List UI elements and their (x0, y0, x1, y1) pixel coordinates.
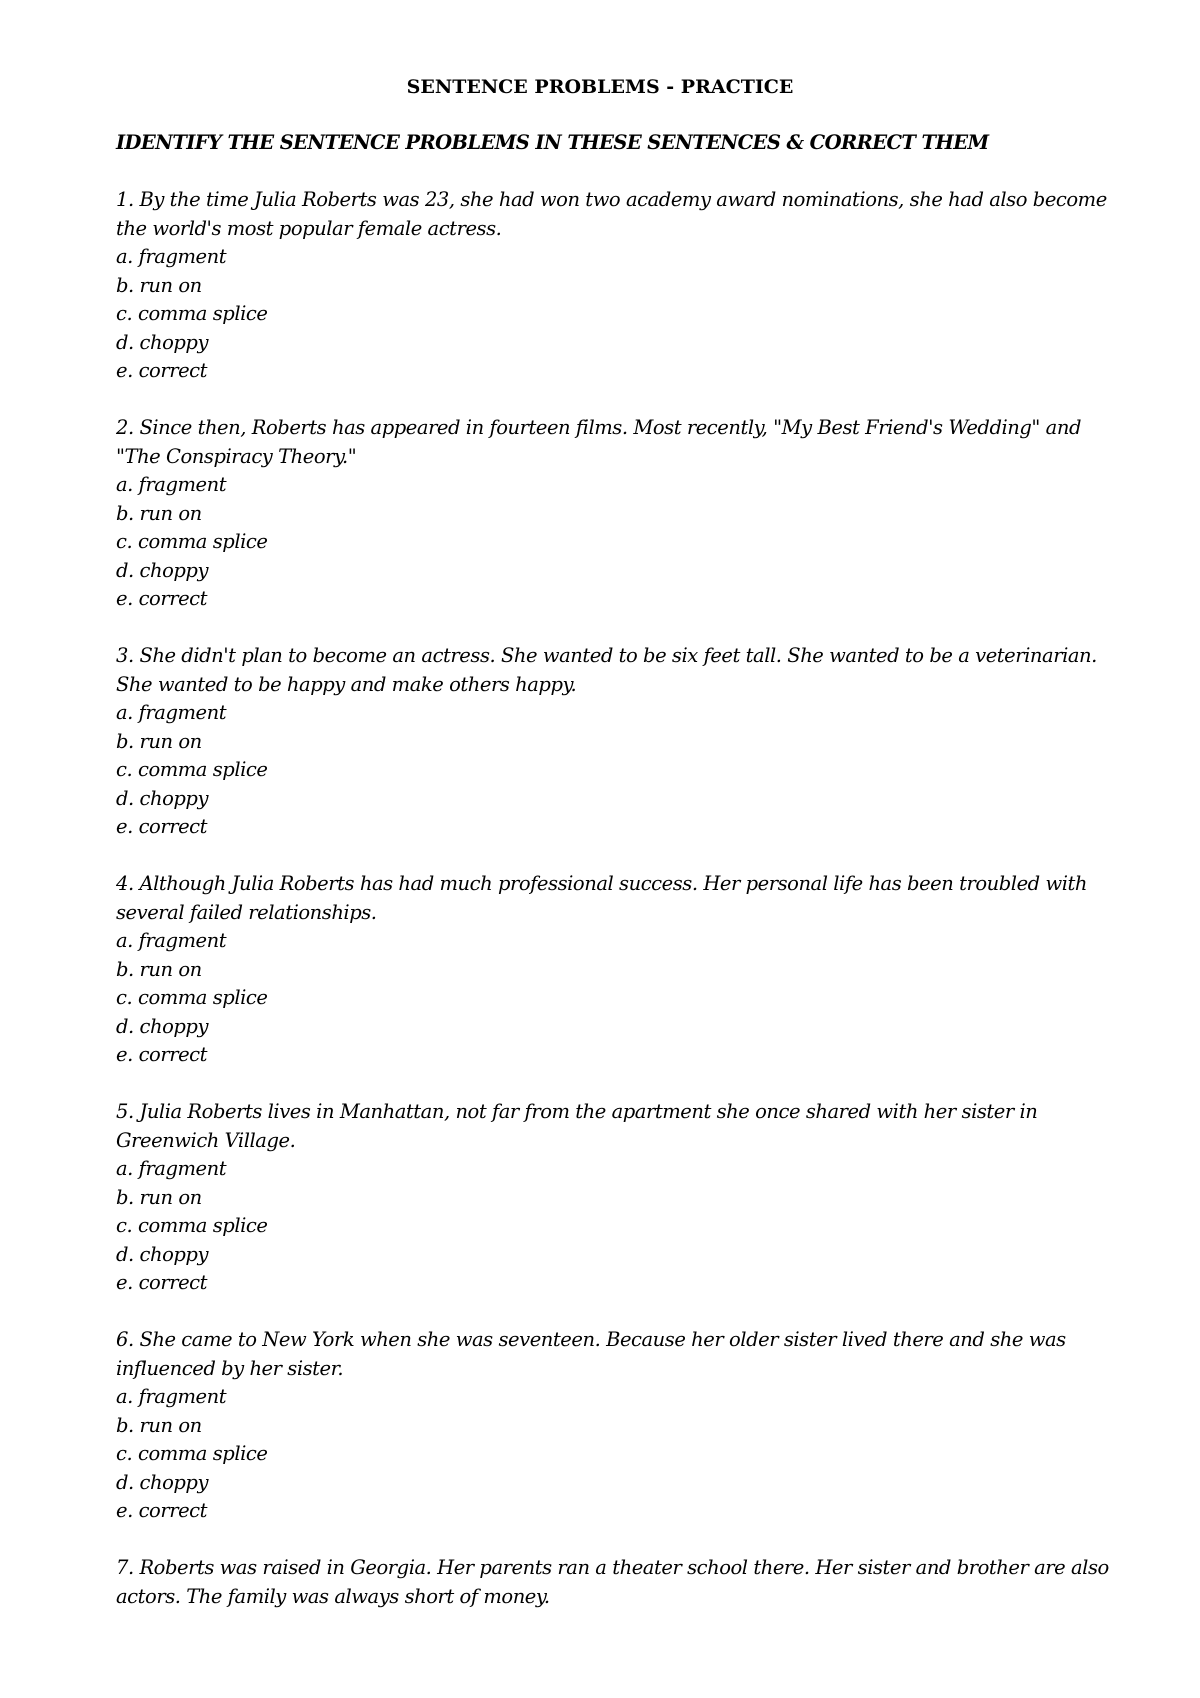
option-a: a. fragment (116, 701, 227, 724)
option-d: d. choppy (116, 1470, 209, 1494)
option-c: c. comma splice (116, 530, 268, 553)
question-3 (116, 642, 1116, 842)
document-body (116, 129, 1116, 1640)
option-b: b. run on (116, 273, 202, 297)
option-d: d. choppy (116, 786, 209, 810)
question-text: 5. Julia Roberts lives in Manhattan, not far from the apartment she once shared with her sister in Greenwich Village. (116, 1100, 1038, 1152)
answer-options (116, 243, 1116, 386)
question-text: 3. She didn't plan to become an actress. She wanted to be six feet tall. She wanted to be a veterinarian. She wanted to be happy and make others happy. (116, 644, 1097, 696)
question-text: 1. By the time Julia Roberts was 23, she had won two academy award nominations, she had also become the world's most popular female actress. (116, 188, 1107, 240)
option-c: c. comma splice (116, 1442, 268, 1465)
option-d: d. choppy (116, 1014, 209, 1038)
option-d: d. choppy (116, 558, 209, 582)
option-a: a. fragment (116, 1385, 227, 1408)
question-6 (116, 1326, 1116, 1526)
option-e: e. correct (116, 359, 208, 382)
option-e: e. correct (116, 587, 208, 610)
question-text: 7. Roberts was raised in Georgia. Her parents ran a theater school there. Her sister and brother are also actors. The family was always short of money. (116, 1556, 1109, 1608)
answer-options (116, 927, 1116, 1070)
question-text: 4. Although Julia Roberts has had much professional success. Her personal life has been troubled with several failed relationships. (116, 872, 1087, 924)
option-b: b. run on (116, 729, 202, 753)
option-b: b. run on (116, 957, 202, 981)
question-text: 2. Since then, Roberts has appeared in fourteen films. Most recently, "My Best Friend's Wedding" and "The Conspiracy Theory." (116, 416, 1081, 468)
answer-options (116, 471, 1116, 614)
option-b: b. run on (116, 1413, 202, 1437)
option-d: d. choppy (116, 1242, 209, 1266)
option-a: a. fragment (116, 1157, 227, 1180)
option-e: e. correct (116, 1043, 208, 1066)
option-b: b. run on (116, 1185, 202, 1209)
question-7 (116, 1554, 1116, 1611)
option-a: a. fragment (116, 245, 227, 268)
option-a: a. fragment (116, 929, 227, 952)
question-text: 6. She came to New York when she was seventeen. Because her older sister lived there and she was influenced by her sister. (116, 1328, 1066, 1380)
answer-options (116, 699, 1116, 842)
page-title: SENTENCE PROBLEMS - PRACTICE (406, 76, 794, 98)
question-2 (116, 414, 1116, 614)
option-c: c. comma splice (116, 986, 268, 1009)
option-e: e. correct (116, 1499, 208, 1522)
question-5 (116, 1098, 1116, 1298)
option-b: b. run on (116, 501, 202, 525)
option-c: c. comma splice (116, 1214, 268, 1237)
instructions-heading: IDENTIFY THE SENTENCE PROBLEMS IN THESE SENTENCES & CORRECT THEM (116, 131, 989, 154)
option-c: c. comma splice (116, 758, 268, 781)
option-e: e. correct (116, 1271, 208, 1294)
answer-options (116, 1383, 1116, 1526)
question-4 (116, 870, 1116, 1070)
option-c: c. comma splice (116, 302, 268, 325)
option-a: a. fragment (116, 473, 227, 496)
option-e: e. correct (116, 815, 208, 838)
question-1 (116, 186, 1116, 386)
answer-options (116, 1155, 1116, 1298)
option-d: d. choppy (116, 330, 209, 354)
